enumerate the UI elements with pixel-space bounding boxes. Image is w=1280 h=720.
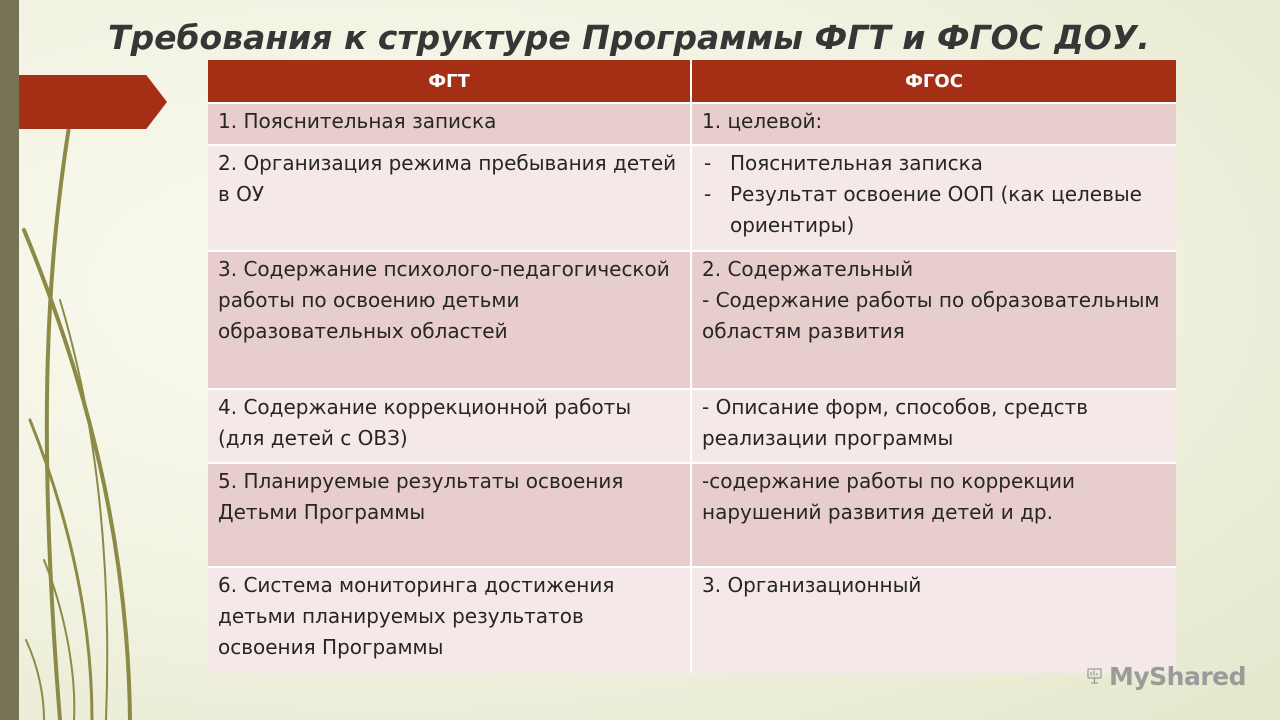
fgos-cell: - Описание форм, способов, средств реализации программы <box>691 389 1176 463</box>
list-item-text: Результат освоение ООП (как целевые ориентиры) <box>730 182 1142 237</box>
fgt-cell: 5. Планируемые результаты освоения Детьми Программы <box>208 463 691 567</box>
list-item <box>702 179 1166 241</box>
fgt-cell: 3. Содержание психолого-педагогической работы по освоению детьми образовательных областей <box>208 251 691 389</box>
fgt-cell: 6. Система мониторинга достижения детьми планируемых результатов освоения Программы <box>208 567 691 673</box>
table-row <box>208 251 1176 389</box>
table-header-row <box>208 60 1176 103</box>
fgt-cell: 4. Содержание коррекционной работы (для детей с ОВЗ) <box>208 389 691 463</box>
table-row <box>208 103 1176 145</box>
table-row <box>208 145 1176 251</box>
watermark-text: MyShared <box>1108 661 1246 691</box>
table-row <box>208 463 1176 567</box>
fgt-cell: 1. Пояснительная записка <box>208 103 691 145</box>
table-row <box>208 567 1176 673</box>
accent-arrow-tab <box>19 75 167 129</box>
dash-marker: - <box>704 151 712 175</box>
slide-title: Требования к структуре Программы ФГТ и ФГОС ДОУ. <box>108 18 1150 57</box>
fgos-cell <box>691 145 1176 251</box>
fgos-cell: 1. целевой: <box>691 103 1176 145</box>
requirements-table <box>208 60 1176 673</box>
header-fgos: ФГОС <box>691 60 1176 103</box>
fgt-cell: 2. Организация режима пребывания детей в ОУ <box>208 145 691 251</box>
fgos-line: 2. Содержательный <box>702 257 914 281</box>
myshared-watermark <box>1086 656 1246 696</box>
list-item-text: Пояснительная записка <box>730 151 983 175</box>
dash-marker: - <box>704 182 712 206</box>
fgos-bullet-list <box>702 148 1166 241</box>
table-row <box>208 389 1176 463</box>
fgos-cell: -содержание работы по коррекции нарушений развития детей и др. <box>691 463 1176 567</box>
presentation-board-icon <box>1086 659 1103 693</box>
list-item <box>702 148 1166 179</box>
fgos-line: - Содержание работы по образовательным областям развития <box>702 288 1160 343</box>
fgos-cell <box>691 251 1176 389</box>
fgos-cell: 3. Организационный <box>691 567 1176 673</box>
header-fgt: ФГТ <box>208 60 691 103</box>
